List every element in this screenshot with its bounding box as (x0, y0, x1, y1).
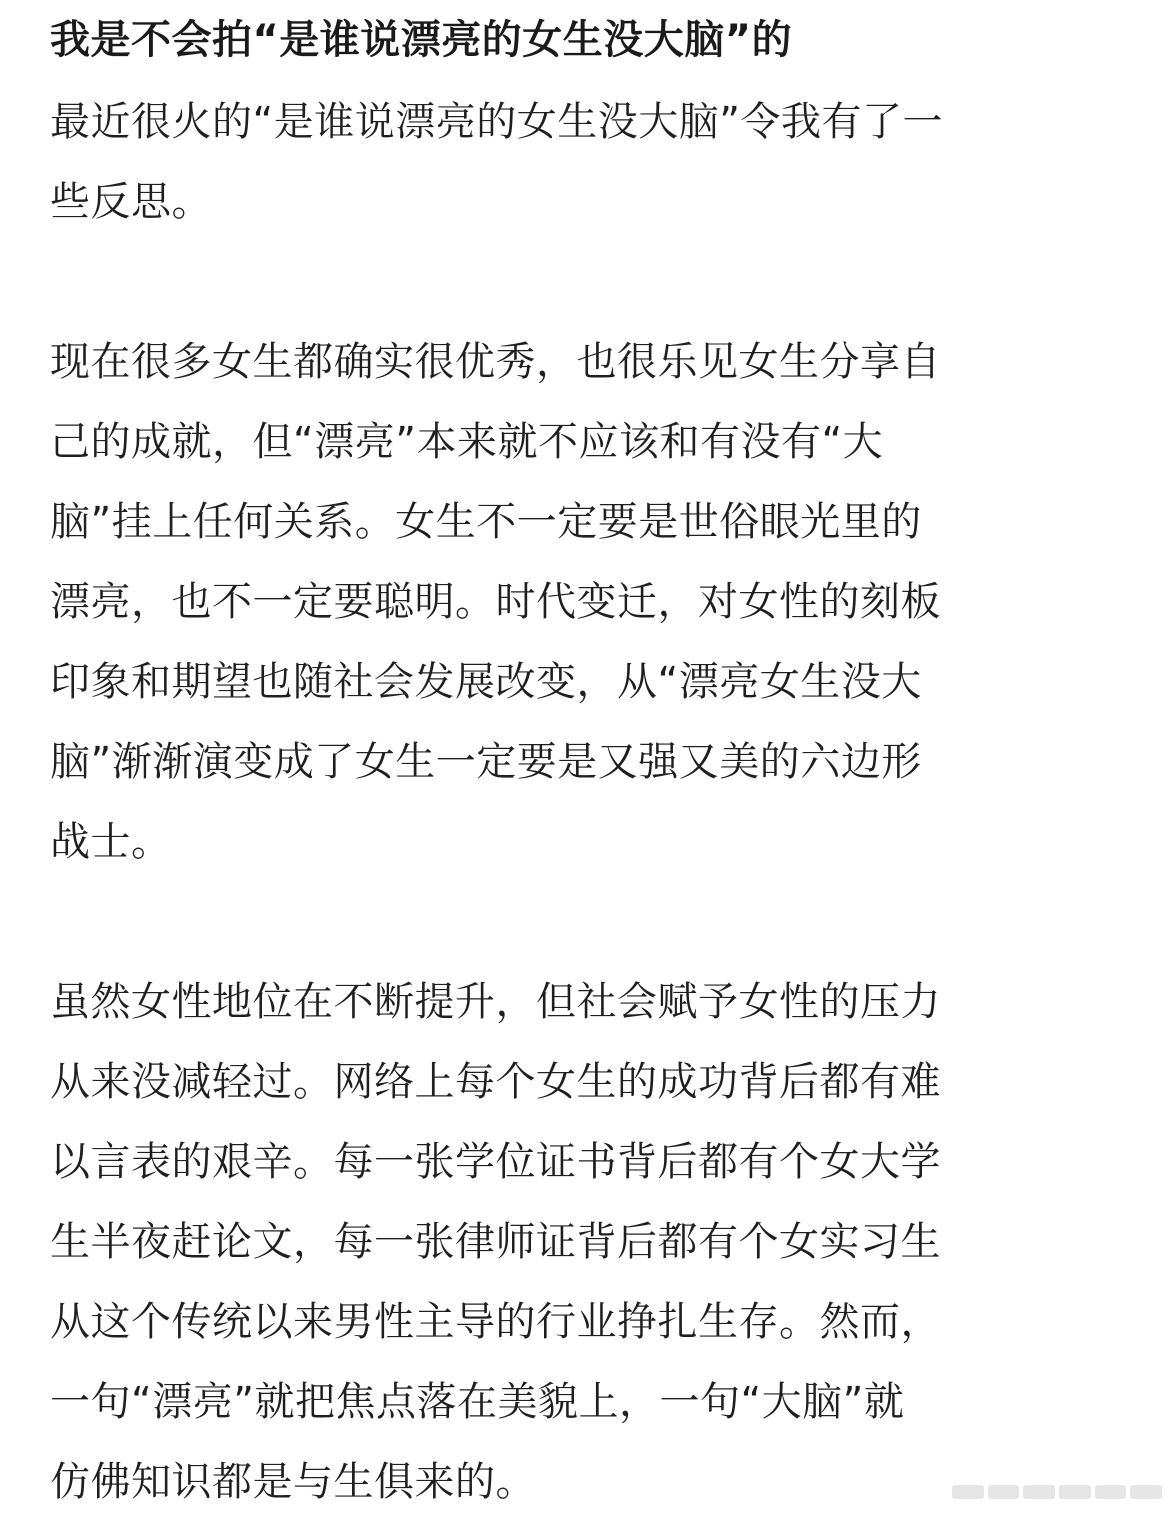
paragraph-line: 漂亮，也不一定要聪明。时代变迁，对女性的刻板 (50, 579, 941, 625)
paragraph-line: 以言表的艰辛。每一张学位证书背后都有个女大学 (50, 1139, 941, 1185)
watermark-segment (952, 1485, 984, 1499)
paragraph-line: 战士。 (50, 819, 172, 865)
paragraph-line: 从来没减轻过。网络上每个女生的成功背后都有难 (50, 1059, 941, 1105)
article (50, 8, 1125, 1522)
paragraph-line: 现在很多女生都确实很优秀，也很乐见女生分享自 (50, 339, 941, 385)
watermark (952, 1481, 1162, 1503)
watermark-segment (1023, 1485, 1055, 1499)
paragraph-line: 脑”挂上任何关系。女生不一定要是世俗眼光里的 (50, 499, 922, 545)
paragraph-1 (50, 82, 1125, 242)
paragraph-line: 脑”渐渐演变成了女生一定要是又强又美的六边形 (50, 739, 922, 785)
watermark-segment (1059, 1485, 1091, 1499)
paragraph-line: 生半夜赶论文，每一张律师证背后都有个女实习生 (50, 1219, 941, 1265)
paragraph-line: 印象和期望也随社会发展改变，从“漂亮女生没大 (50, 659, 922, 705)
paragraph-2 (50, 322, 1125, 882)
paragraph-line: 虽然女性地位在不断提升，但社会赋予女性的压力 (50, 979, 941, 1025)
article-title: 我是不会拍“是谁说漂亮的女生没大脑”的 (50, 17, 793, 63)
paragraph-line: 己的成就，但“漂亮”本来就不应该和有没有“大 (50, 419, 884, 465)
paragraph-line: 一句“漂亮”就把焦点落在美貌上，一句“大脑”就 (50, 1379, 905, 1425)
watermark-segment (1130, 1485, 1162, 1499)
paragraph-line: 从这个传统以来男性主导的行业挣扎生存。然而， (50, 1299, 941, 1345)
paragraph-line: 些反思。 (50, 179, 212, 225)
paragraph-line: 最近很火的“是谁说漂亮的女生没大脑”令我有了一 (50, 99, 943, 145)
paragraph-line: 仿佛知识都是与生俱来的。 (50, 1459, 536, 1505)
watermark-segment (988, 1485, 1020, 1499)
paragraph-3 (50, 962, 1125, 1522)
watermark-segment (1095, 1485, 1127, 1499)
